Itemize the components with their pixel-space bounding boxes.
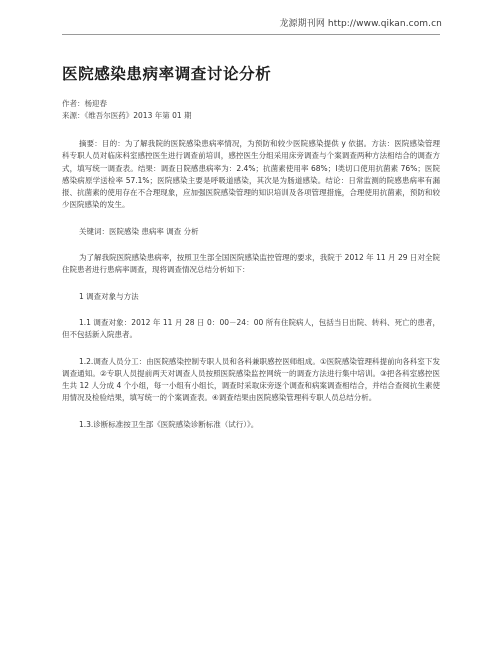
article-title: 医院感染患病率调查讨论分析 <box>62 65 272 83</box>
paragraph-1-2: 1.2.调查人员分工：由医院感染控制专职人员和各科兼职感控医师组成。①医院感染管理科提前向各科室下发调查通知。②专职人员提前两天对调查人员按照医院感染监控网统一的调查方法进行集中培训。③把各科室感控医生共 12 人分成 4 个小组，每一小组有小组长，调查时采取床旁逐个调查和病案调查相结合，并结合查阅抗生素使用情况及检验结果，填写统一的个案调查表。④调查结果由医院感染管理科专职人员总结分析。 <box>62 356 440 403</box>
header-divider <box>62 34 440 35</box>
keywords-line: 关键词：医院感染 患病率 调查 分析 <box>79 226 199 236</box>
source-line: 来源：《维吾尔医药》2013 年第 01 期 <box>62 111 192 120</box>
site-link[interactable]: 龙源期刊网 http://www.qikan.com.cn <box>279 19 442 29</box>
intro-paragraph: 为了解我院医院感染患病率，按照卫生部全国医院感染监控管理的要求，我院于 2012 年 11 月 29 日对全院住院患者进行患病率调查，现将调查情况总结分析如下： <box>62 253 440 275</box>
author-line: 作者：杨迎春 <box>62 99 107 108</box>
paragraph-1-1: 1.1 调查对象：2012 年 11 月 28 日 0：00－24：00 所有住院病人，包括当日出院、转科、死亡的患者，但不包括新入院患者。 <box>62 317 440 340</box>
paragraph-1-3: 1.3.诊断标准按卫生部《医院感染诊断标准（试行）》。 <box>79 419 259 429</box>
article-body <box>62 62 440 431</box>
section-heading: 1 调查对象与方法 <box>79 291 139 301</box>
abstract-paragraph: 摘要：目的：为了解我院的医院感染患病率情况，为预防和较少医院感染提供 y 依据。方法：医院感染管理科专职人员对临床科室感控医生进行调查前培训，感控医生分组采用床旁调查与个案调查两种方法相结合的调查方式，填写统一调查表。结果：调查日院感患病率为：2.4%；抗菌素使用率 68%；Ⅰ类切口使用抗菌素 76%；医院感染病原学送检率 57.1%；医院感染主要是呼吸道感染，其次是为肠道感染。结论：日常监测的院感患病率有漏报、抗菌素的使用存在不合理现象，应加强医院感染管理的知识培训及各项管理措施，合理使用抗菌素，预防和较少医院感染的发生。 <box>62 139 440 210</box>
